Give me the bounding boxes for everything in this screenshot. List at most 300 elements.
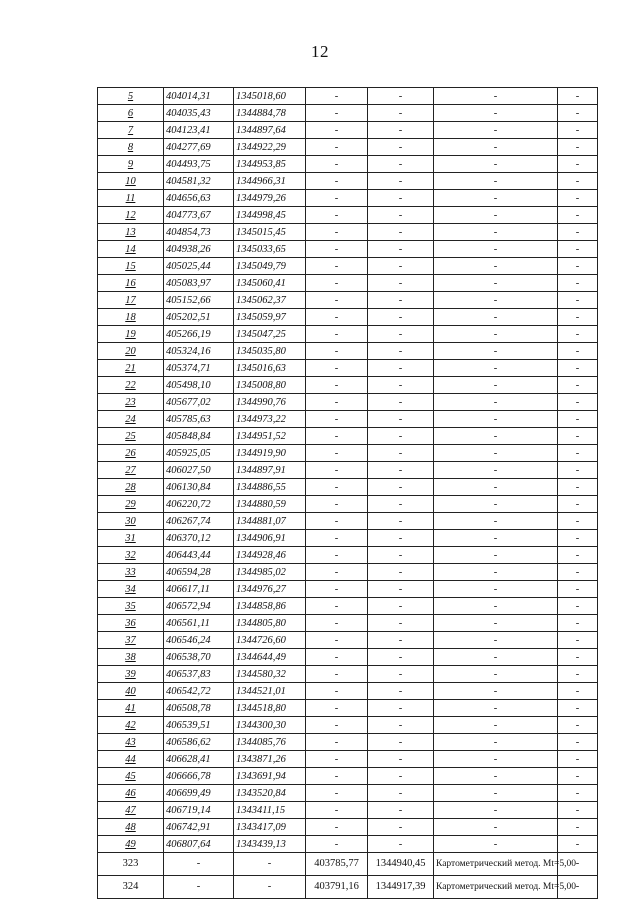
col-4-cell: -: [306, 224, 368, 241]
table-row: [98, 598, 598, 615]
y-coordinate-cell: 1344990,76: [234, 394, 306, 411]
y-coordinate-cell: 1344858,86: [234, 598, 306, 615]
point-number-cell: 36: [98, 615, 164, 632]
y-coordinate-cell: 1344919,90: [234, 445, 306, 462]
x-coordinate-cell: 406719,14: [164, 802, 234, 819]
col-4-cell: -: [306, 105, 368, 122]
col-6-cell: -: [434, 496, 558, 513]
col-4-cell: -: [306, 581, 368, 598]
col-6-cell: -: [434, 564, 558, 581]
col-6-cell: -: [434, 411, 558, 428]
col-7-cell: -: [558, 462, 598, 479]
col-5-cell: -: [368, 564, 434, 581]
table-row: [98, 530, 598, 547]
y-coordinate-cell: 1344726,60: [234, 632, 306, 649]
col-7-cell: -: [558, 649, 598, 666]
col-4-cell: -: [306, 462, 368, 479]
point-number-cell: 39: [98, 666, 164, 683]
col-4-cell: -: [306, 836, 368, 853]
point-number-cell: 27: [98, 462, 164, 479]
x-coordinate-cell: 406807,64: [164, 836, 234, 853]
col-4-cell: -: [306, 802, 368, 819]
y-coordinate-cell: 1344644,49: [234, 649, 306, 666]
page-number: 12: [311, 42, 329, 61]
table-row: [98, 207, 598, 224]
table-row: [98, 768, 598, 785]
x-coordinate-cell: 406267,74: [164, 513, 234, 530]
col-6-cell: -: [434, 190, 558, 207]
col-4-cell: -: [306, 496, 368, 513]
col-4-cell: -: [306, 394, 368, 411]
col-5-cell: -: [368, 88, 434, 105]
point-number-cell: 324: [98, 876, 164, 899]
x-coordinate-cell: 405152,66: [164, 292, 234, 309]
col-6-cell: -: [434, 309, 558, 326]
col-4-cell: 403785,77: [306, 853, 368, 876]
y-coordinate-cell: 1343691,94: [234, 768, 306, 785]
table-row: [98, 88, 598, 105]
x-coordinate-cell: 406370,12: [164, 530, 234, 547]
table-row: [98, 105, 598, 122]
col-4-cell: -: [306, 326, 368, 343]
col-6-cell: -: [434, 598, 558, 615]
col-5-cell: -: [368, 173, 434, 190]
col-6-cell: -: [434, 88, 558, 105]
point-number-cell: 16: [98, 275, 164, 292]
col-5-cell: -: [368, 343, 434, 360]
col-7-cell: -: [558, 700, 598, 717]
col-5-cell: -: [368, 683, 434, 700]
y-coordinate-cell: 1344521,01: [234, 683, 306, 700]
col-6-cell: -: [434, 105, 558, 122]
y-coordinate-cell: 1344906,91: [234, 530, 306, 547]
y-coordinate-cell: 1344881,07: [234, 513, 306, 530]
x-coordinate-cell: 406699,49: [164, 785, 234, 802]
col-5-cell: -: [368, 802, 434, 819]
x-coordinate-cell: 404123,41: [164, 122, 234, 139]
col-7-cell: -: [558, 292, 598, 309]
col-7-cell: -: [558, 734, 598, 751]
col-5-cell: -: [368, 666, 434, 683]
point-number-cell: 35: [98, 598, 164, 615]
col-7-cell: -: [558, 411, 598, 428]
col-7-cell: -: [558, 258, 598, 275]
point-number-cell: 21: [98, 360, 164, 377]
x-coordinate-cell: 404656,63: [164, 190, 234, 207]
col-4-cell: -: [306, 734, 368, 751]
x-coordinate-cell: 405677,02: [164, 394, 234, 411]
y-coordinate-cell: 1344973,22: [234, 411, 306, 428]
col-4-cell: -: [306, 156, 368, 173]
point-number-cell: 49: [98, 836, 164, 853]
col-7-cell: -: [558, 768, 598, 785]
col-4-cell: -: [306, 241, 368, 258]
table-row: [98, 819, 598, 836]
y-coordinate-cell: 1344880,59: [234, 496, 306, 513]
col-4-cell: -: [306, 768, 368, 785]
x-coordinate-cell: 404854,73: [164, 224, 234, 241]
col-4-cell: -: [306, 445, 368, 462]
col-7-cell: -: [558, 360, 598, 377]
col-6-cell: -: [434, 360, 558, 377]
col-7-cell: -: [558, 479, 598, 496]
point-number-cell: 5: [98, 88, 164, 105]
x-coordinate-cell: 406742,91: [164, 819, 234, 836]
col-5-cell: -: [368, 700, 434, 717]
table-row: [98, 122, 598, 139]
y-coordinate-cell: 1345008,80: [234, 377, 306, 394]
x-coordinate-cell: 406537,83: [164, 666, 234, 683]
table-row: [98, 564, 598, 581]
table-row: [98, 377, 598, 394]
col-6-cell: -: [434, 734, 558, 751]
col-5-cell: -: [368, 836, 434, 853]
col-5-cell: -: [368, 241, 434, 258]
x-coordinate-cell: -: [164, 853, 234, 876]
col-6-cell: -: [434, 615, 558, 632]
col-7-cell: -: [558, 309, 598, 326]
col-4-cell: -: [306, 666, 368, 683]
col-6-cell: -: [434, 513, 558, 530]
col-7-cell: -: [558, 241, 598, 258]
y-coordinate-cell: 1344922,29: [234, 139, 306, 156]
table-row: [98, 292, 598, 309]
col-4-cell: -: [306, 258, 368, 275]
col-5-cell: -: [368, 615, 434, 632]
col-6-cell: -: [434, 156, 558, 173]
y-coordinate-cell: 1343520,84: [234, 785, 306, 802]
x-coordinate-cell: 405025,44: [164, 258, 234, 275]
table-row: [98, 445, 598, 462]
col-6-cell: -: [434, 207, 558, 224]
point-number-cell: 14: [98, 241, 164, 258]
x-coordinate-cell: 405374,71: [164, 360, 234, 377]
point-number-cell: 32: [98, 547, 164, 564]
table-row: [98, 547, 598, 564]
table-row: [98, 309, 598, 326]
col-7-cell: -: [558, 224, 598, 241]
col-5-cell: -: [368, 547, 434, 564]
point-number-cell: 7: [98, 122, 164, 139]
col-7-cell: -: [558, 122, 598, 139]
col-4-cell: -: [306, 190, 368, 207]
table-row: [98, 581, 598, 598]
x-coordinate-cell: 404277,69: [164, 139, 234, 156]
y-coordinate-cell: -: [234, 876, 306, 899]
y-coordinate-cell: 1344518,80: [234, 700, 306, 717]
col-5-cell: -: [368, 496, 434, 513]
col-7-cell: -: [558, 156, 598, 173]
table-row: [98, 853, 598, 876]
point-number-cell: 43: [98, 734, 164, 751]
col-6-cell: -: [434, 462, 558, 479]
col-7-cell: -: [558, 683, 598, 700]
col-6-cell: -: [434, 394, 558, 411]
y-coordinate-cell: 1345059,97: [234, 309, 306, 326]
x-coordinate-cell: 405266,19: [164, 326, 234, 343]
col-4-cell: -: [306, 88, 368, 105]
point-number-cell: 9: [98, 156, 164, 173]
col-6-cell: -: [434, 819, 558, 836]
col-5-cell: 1344940,45: [368, 853, 434, 876]
col-5-cell: -: [368, 581, 434, 598]
point-number-cell: 42: [98, 717, 164, 734]
x-coordinate-cell: 404493,75: [164, 156, 234, 173]
col-4-cell: -: [306, 615, 368, 632]
col-5-cell: -: [368, 513, 434, 530]
col-5-cell: -: [368, 360, 434, 377]
table-row: [98, 700, 598, 717]
y-coordinate-cell: 1345033,65: [234, 241, 306, 258]
y-coordinate-cell: 1343871,26: [234, 751, 306, 768]
x-coordinate-cell: 405202,51: [164, 309, 234, 326]
col-4-cell: -: [306, 751, 368, 768]
col-4-cell: -: [306, 343, 368, 360]
x-coordinate-cell: 404938,26: [164, 241, 234, 258]
col-6-cell: -: [434, 547, 558, 564]
x-coordinate-cell: 405848,84: [164, 428, 234, 445]
table-row: [98, 241, 598, 258]
col-7-cell: -: [558, 836, 598, 853]
point-number-cell: 25: [98, 428, 164, 445]
y-coordinate-cell: 1345049,79: [234, 258, 306, 275]
col-6-cell: -: [434, 224, 558, 241]
point-number-cell: 30: [98, 513, 164, 530]
table-row: [98, 876, 598, 899]
point-number-cell: 22: [98, 377, 164, 394]
y-coordinate-cell: 1344897,64: [234, 122, 306, 139]
col-7-cell: -: [558, 496, 598, 513]
x-coordinate-cell: 405785,63: [164, 411, 234, 428]
y-coordinate-cell: 1344580,32: [234, 666, 306, 683]
col-7-cell: -: [558, 598, 598, 615]
col-7-cell: -: [558, 513, 598, 530]
col-4-cell: -: [306, 598, 368, 615]
col-7-cell: -: [558, 751, 598, 768]
table-row: [98, 785, 598, 802]
y-coordinate-cell: 1344897,91: [234, 462, 306, 479]
point-number-cell: 23: [98, 394, 164, 411]
point-number-cell: 13: [98, 224, 164, 241]
col-4-cell: -: [306, 122, 368, 139]
col-5-cell: -: [368, 275, 434, 292]
y-coordinate-cell: 1344085,76: [234, 734, 306, 751]
point-number-cell: 45: [98, 768, 164, 785]
point-number-cell: 37: [98, 632, 164, 649]
x-coordinate-cell: 404581,32: [164, 173, 234, 190]
point-number-cell: 20: [98, 343, 164, 360]
x-coordinate-cell: 405083,97: [164, 275, 234, 292]
col-5-cell: -: [368, 530, 434, 547]
col-5-cell: -: [368, 207, 434, 224]
col-4-cell: 403791,16: [306, 876, 368, 899]
x-coordinate-cell: 406508,78: [164, 700, 234, 717]
point-number-cell: 46: [98, 785, 164, 802]
table-row: [98, 190, 598, 207]
table-row: [98, 615, 598, 632]
col-5-cell: -: [368, 649, 434, 666]
col-5-cell: -: [368, 105, 434, 122]
table-row: [98, 666, 598, 683]
col-6-cell: -: [434, 479, 558, 496]
col-5-cell: -: [368, 751, 434, 768]
col-4-cell: -: [306, 275, 368, 292]
x-coordinate-cell: 406027,50: [164, 462, 234, 479]
x-coordinate-cell: -: [164, 876, 234, 899]
col-6-cell: -: [434, 836, 558, 853]
col-5-cell: -: [368, 428, 434, 445]
table-row: [98, 751, 598, 768]
col-4-cell: -: [306, 411, 368, 428]
col-4-cell: -: [306, 292, 368, 309]
col-7-cell: -: [558, 666, 598, 683]
col-6-cell: -: [434, 700, 558, 717]
col-6-cell: -: [434, 751, 558, 768]
col-6-cell: -: [434, 717, 558, 734]
col-6-cell: -: [434, 666, 558, 683]
col-6-cell: -: [434, 275, 558, 292]
x-coordinate-cell: 405324,16: [164, 343, 234, 360]
col-5-cell: -: [368, 326, 434, 343]
col-6-cell: -: [434, 428, 558, 445]
table-row: [98, 411, 598, 428]
y-coordinate-cell: 1345047,25: [234, 326, 306, 343]
col-4-cell: -: [306, 530, 368, 547]
col-4-cell: -: [306, 785, 368, 802]
x-coordinate-cell: 406538,70: [164, 649, 234, 666]
col-4-cell: -: [306, 683, 368, 700]
col-5-cell: -: [368, 309, 434, 326]
table-row: [98, 275, 598, 292]
y-coordinate-cell: 1343411,15: [234, 802, 306, 819]
table-row: [98, 173, 598, 190]
table-row: [98, 649, 598, 666]
col-5-cell: -: [368, 190, 434, 207]
table-row: [98, 802, 598, 819]
col-4-cell: -: [306, 479, 368, 496]
col-6-cell: -: [434, 122, 558, 139]
col-7-cell: -: [558, 88, 598, 105]
y-coordinate-cell: 1344953,85: [234, 156, 306, 173]
x-coordinate-cell: 406666,78: [164, 768, 234, 785]
y-coordinate-cell: 1345018,60: [234, 88, 306, 105]
col-7-cell: -: [558, 394, 598, 411]
col-6-cell: -: [434, 649, 558, 666]
y-coordinate-cell: 1344998,45: [234, 207, 306, 224]
y-coordinate-cell: 1345015,45: [234, 224, 306, 241]
table-row: [98, 343, 598, 360]
col-7-cell: -: [558, 343, 598, 360]
col-5-cell: -: [368, 819, 434, 836]
col-6-cell: -: [434, 343, 558, 360]
col-6-cell: -: [434, 377, 558, 394]
table-row: [98, 734, 598, 751]
col-6-cell: -: [434, 785, 558, 802]
y-coordinate-cell: 1344979,26: [234, 190, 306, 207]
col-6-cell: -: [434, 683, 558, 700]
col-6-cell: Картометрический метод. Mt=5,00: [434, 876, 558, 899]
x-coordinate-cell: 406594,28: [164, 564, 234, 581]
y-coordinate-cell: 1344300,30: [234, 717, 306, 734]
col-7-cell: -: [558, 819, 598, 836]
col-7-cell: -: [558, 326, 598, 343]
col-7-cell: -: [558, 207, 598, 224]
point-number-cell: 18: [98, 309, 164, 326]
col-5-cell: -: [368, 445, 434, 462]
x-coordinate-cell: 406546,24: [164, 632, 234, 649]
x-coordinate-cell: 406628,41: [164, 751, 234, 768]
point-number-cell: 24: [98, 411, 164, 428]
col-4-cell: -: [306, 139, 368, 156]
x-coordinate-cell: 404035,43: [164, 105, 234, 122]
table-row: [98, 156, 598, 173]
point-number-cell: 26: [98, 445, 164, 462]
table-row: [98, 258, 598, 275]
col-4-cell: -: [306, 649, 368, 666]
col-4-cell: -: [306, 632, 368, 649]
table-row: [98, 513, 598, 530]
col-4-cell: -: [306, 819, 368, 836]
x-coordinate-cell: 405498,10: [164, 377, 234, 394]
col-5-cell: -: [368, 224, 434, 241]
table-row: [98, 326, 598, 343]
x-coordinate-cell: 405925,05: [164, 445, 234, 462]
col-5-cell: -: [368, 122, 434, 139]
col-5-cell: 1344917,39: [368, 876, 434, 899]
point-number-cell: 8: [98, 139, 164, 156]
point-number-cell: 48: [98, 819, 164, 836]
table-row: [98, 479, 598, 496]
y-coordinate-cell: 1343417,09: [234, 819, 306, 836]
x-coordinate-cell: 404014,31: [164, 88, 234, 105]
col-7-cell: -: [558, 876, 598, 899]
col-7-cell: -: [558, 785, 598, 802]
table-row: [98, 717, 598, 734]
point-number-cell: 6: [98, 105, 164, 122]
point-number-cell: 38: [98, 649, 164, 666]
col-4-cell: -: [306, 428, 368, 445]
y-coordinate-cell: 1344985,02: [234, 564, 306, 581]
col-5-cell: -: [368, 479, 434, 496]
table-row: [98, 462, 598, 479]
col-7-cell: -: [558, 139, 598, 156]
col-5-cell: -: [368, 734, 434, 751]
table-row: [98, 139, 598, 156]
x-coordinate-cell: 406220,72: [164, 496, 234, 513]
table-row: [98, 394, 598, 411]
col-5-cell: -: [368, 139, 434, 156]
y-coordinate-cell: -: [234, 853, 306, 876]
col-6-cell: -: [434, 581, 558, 598]
col-7-cell: -: [558, 717, 598, 734]
col-6-cell: -: [434, 530, 558, 547]
y-coordinate-cell: 1345060,41: [234, 275, 306, 292]
y-coordinate-cell: 1344976,27: [234, 581, 306, 598]
point-number-cell: 11: [98, 190, 164, 207]
col-6-cell: -: [434, 802, 558, 819]
point-number-cell: 31: [98, 530, 164, 547]
coordinates-table: [97, 87, 598, 899]
col-6-cell: -: [434, 632, 558, 649]
x-coordinate-cell: 406617,11: [164, 581, 234, 598]
col-4-cell: -: [306, 700, 368, 717]
col-6-cell: -: [434, 326, 558, 343]
col-4-cell: -: [306, 207, 368, 224]
col-5-cell: -: [368, 462, 434, 479]
y-coordinate-cell: 1345062,37: [234, 292, 306, 309]
point-number-cell: 33: [98, 564, 164, 581]
point-number-cell: 19: [98, 326, 164, 343]
